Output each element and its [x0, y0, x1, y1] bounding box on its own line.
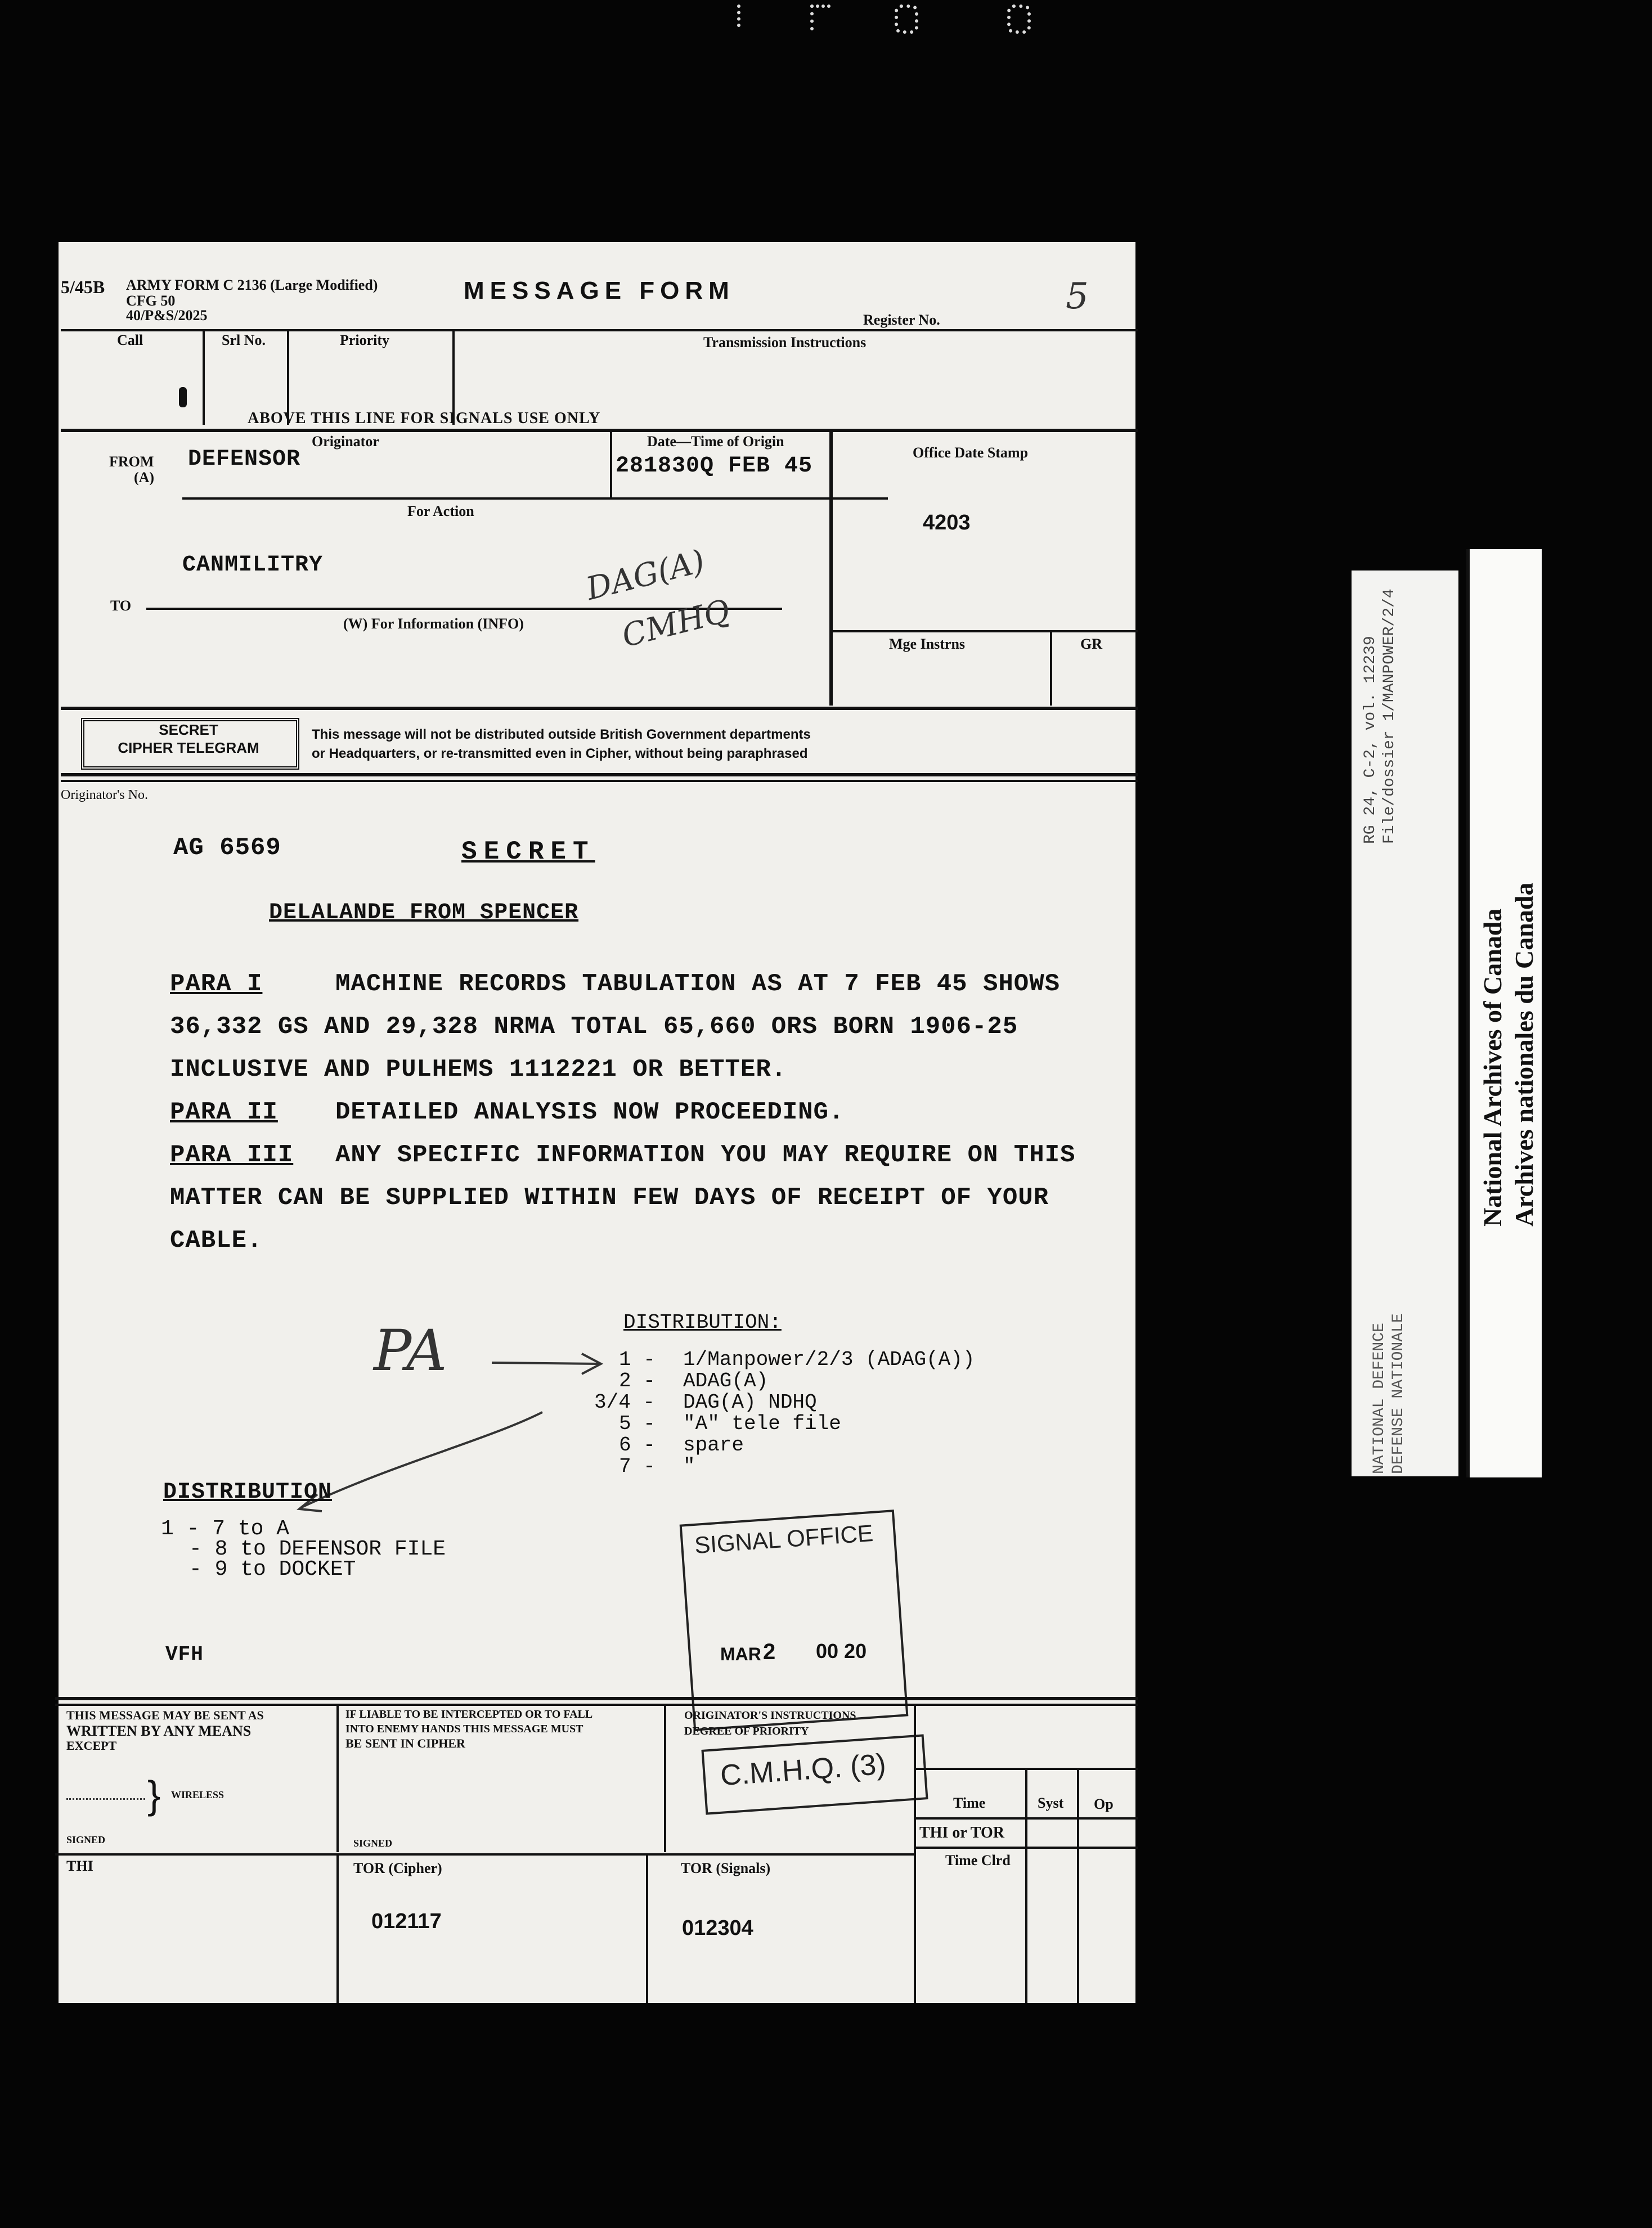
footer-c1-line1: THIS MESSAGE MAY BE SENT AS	[66, 1708, 264, 1722]
film-mark	[1007, 5, 1031, 34]
secret-box-line2: CIPHER TELEGRAM	[118, 739, 259, 756]
dist-item-text: "A" tele file	[683, 1412, 841, 1435]
page-number-handwritten: 5	[1066, 276, 1089, 317]
from-sub-label: (A)	[134, 469, 155, 486]
syst-label: Syst	[1038, 1795, 1064, 1811]
dist-item-text: "	[683, 1455, 695, 1478]
archive-ref-line2: File/dossier 1/MANPOWER/2/4	[1381, 589, 1398, 844]
para3-line3: CABLE.	[170, 1227, 263, 1255]
handwritten-note: DAG(A)	[582, 543, 708, 608]
above-line-label: ABOVE THIS LINE FOR SIGNALS USE ONLY	[248, 410, 601, 427]
footer-c2-line1: IF LIABLE TO BE INTERCEPTED OR TO FALL	[345, 1708, 593, 1721]
rule	[914, 1847, 1138, 1849]
film-mark	[737, 5, 748, 27]
distribution-notice-line1: This message will not be distributed outside British Government departments	[312, 727, 811, 742]
rule	[336, 1853, 339, 2003]
para2-text: DETAILED ANALYSIS NOW PROCEEDING.	[335, 1098, 845, 1126]
para3-line1: ANY SPECIFIC INFORMATION YOU MAY REQUIRE ON THIS	[335, 1141, 1076, 1169]
archive-nac-line1: National Archives of Canada	[1478, 908, 1507, 1227]
rule	[1025, 1768, 1027, 2003]
rule	[55, 1697, 1138, 1700]
info-label: (W) For Information (INFO)	[343, 616, 524, 632]
subject-line: DELALANDE FROM SPENCER	[269, 900, 579, 926]
for-action-label: For Action	[407, 503, 474, 519]
tor-signals-label: TOR (Signals)	[681, 1860, 771, 1876]
op-label: Op	[1094, 1796, 1114, 1812]
dto-label: Date—Time of Origin	[647, 433, 784, 450]
para3-label: PARA III	[170, 1141, 294, 1169]
handwritten-note: CMHQ	[618, 592, 734, 655]
army-form-label: ARMY FORM C 2136 (Large Modified)	[126, 277, 378, 293]
form-title: MESSAGE FORM	[464, 277, 735, 304]
archive-nac-line2: Archives nationales du Canada	[1510, 882, 1538, 1227]
originators-no-label: Originator's No.	[61, 788, 148, 802]
distribution-heading: DISTRIBUTION:	[623, 1311, 782, 1334]
rule	[914, 1817, 1138, 1820]
tor-cipher-label: TOR (Cipher)	[353, 1860, 442, 1876]
signed-label: SIGNED	[353, 1838, 393, 1849]
left-dist-line1: 1 - 7 to A	[161, 1517, 290, 1541]
to-label: TO	[110, 598, 132, 614]
footer-c1-line3: EXCEPT	[66, 1739, 117, 1753]
footer-c2-line3: BE SENT IN CIPHER	[345, 1736, 465, 1750]
to-value: CANMILITRY	[182, 552, 324, 578]
distribution-notice-line2: or Headquarters, or re-transmitted even in Cipher, without being paraphrased	[312, 746, 808, 761]
rule	[646, 1853, 648, 2003]
dist-item-num: 1 -	[619, 1348, 656, 1371]
form-code: 5/45B	[61, 277, 105, 297]
wireless-dotted-line	[66, 1798, 145, 1800]
transmission-label: Transmission Instructions	[703, 334, 867, 351]
cmhq-stamp-text: C.M.H.Q. (3)	[719, 1748, 887, 1793]
signal-stamp-month: MAR	[720, 1644, 761, 1664]
left-dist-line2: - 8 to DEFENSOR FILE	[189, 1537, 446, 1561]
ref-label: 40/P&S/2025	[126, 307, 208, 324]
tor-cipher-value: 012117	[371, 1910, 442, 1933]
archive-ref-line3: NATIONAL DEFENCE	[1371, 1323, 1388, 1474]
tor-signals-value: 012304	[682, 1916, 753, 1940]
dist-item-num: 2 -	[619, 1369, 656, 1392]
mge-instrns-label: Mge Instrns	[889, 636, 966, 652]
thi-label: THI	[66, 1858, 93, 1874]
archive-tag-divider	[1466, 549, 1470, 1477]
dto-value: 281830Q FEB 45	[616, 453, 813, 479]
dist-item-text: DAG(A) NDHQ	[683, 1391, 817, 1414]
signal-office-title: SIGNAL OFFICE	[693, 1519, 874, 1559]
secret-box-line1: SECRET	[159, 721, 218, 738]
gr-label: GR	[1080, 636, 1102, 652]
signal-stamp-day: 2	[763, 1639, 776, 1664]
para1-label: PARA I	[170, 970, 263, 998]
dist-item-num: 6 -	[619, 1434, 656, 1457]
film-mark	[895, 5, 918, 34]
para1-line1: MACHINE RECORDS TABULATION AS AT 7 FEB 45 SHOWS	[335, 970, 1061, 998]
signed-label: SIGNED	[66, 1834, 106, 1845]
from-value: DEFENSOR	[188, 447, 301, 472]
left-distribution-heading: DISTRIBUTION	[163, 1480, 333, 1505]
para1-line2: 36,332 GS AND 29,328 NRMA TOTAL 65,660 ORS BORN 1906-25	[170, 1013, 1018, 1041]
handwritten-pa: PA	[374, 1318, 447, 1383]
wireless-label: WIRELESS	[171, 1789, 225, 1800]
film-mark	[810, 5, 831, 30]
dist-item-num: 3/4 -	[594, 1391, 656, 1414]
rule	[55, 1704, 1138, 1706]
time-label: Time	[953, 1795, 986, 1811]
originator-label: Originator	[312, 433, 379, 450]
archive-ref-line1: RG 24, C-2, vol. 12239	[1362, 636, 1379, 844]
secret-heading: SECRET	[461, 837, 595, 866]
office-stamp-value: 4203	[923, 511, 971, 534]
cfg-label: CFG 50	[126, 293, 176, 309]
footer-c3-line2: DEGREE OF PRIORITY	[684, 1725, 809, 1737]
originators-ref-no: AG 6569	[173, 834, 281, 862]
rule	[664, 1705, 666, 1852]
wireless-brace: }	[147, 1773, 161, 1817]
rule	[55, 1853, 916, 1856]
rule	[1077, 1768, 1079, 2003]
footer-c2-line2: INTO ENEMY HANDS THIS MESSAGE MUST	[345, 1723, 583, 1735]
thi-or-tor-label: THI or TOR	[919, 1824, 1004, 1841]
dist-item-num: 5 -	[619, 1412, 656, 1435]
signal-stamp-time: 00 20	[816, 1639, 867, 1663]
rule	[336, 1705, 339, 1852]
para3-line2: MATTER CAN BE SUPPLIED WITHIN FEW DAYS OF RECEIPT OF YOUR	[170, 1184, 1049, 1212]
footer-c1-line2: WRITTEN BY ANY MEANS	[66, 1723, 252, 1739]
arrow-to-left-list	[300, 1412, 542, 1508]
from-label: FROM	[109, 453, 154, 470]
register-label: Register No.	[863, 312, 940, 328]
time-clrd-label: Time Clrd	[945, 1852, 1011, 1868]
para2-label: PARA II	[170, 1098, 278, 1126]
archive-ref-line4: DEFENSE NATIONALE	[1390, 1313, 1407, 1474]
para1-line3: INCLUSIVE AND PULHEMS 1112221 OR BETTER.	[170, 1055, 787, 1084]
operator-initials: VFH	[165, 1643, 204, 1666]
priority-label: Priority	[340, 332, 390, 348]
dist-item-text: spare	[683, 1434, 744, 1457]
srl-label: Srl No.	[222, 332, 266, 348]
call-label: Call	[117, 332, 143, 348]
arrow-to-distribution	[492, 1363, 599, 1364]
message-form-page	[59, 242, 1135, 2003]
office-stamp-label: Office Date Stamp	[913, 444, 1029, 461]
dist-item-text: 1/Manpower/2/3 (ADAG(A))	[683, 1348, 975, 1371]
dist-item-num: 7 -	[619, 1455, 656, 1478]
dist-item-text: ADAG(A)	[683, 1369, 769, 1392]
left-dist-line3: - 9 to DOCKET	[189, 1557, 356, 1582]
footer-c3-line1: ORIGINATOR'S INSTRUCTIONS	[684, 1709, 856, 1722]
